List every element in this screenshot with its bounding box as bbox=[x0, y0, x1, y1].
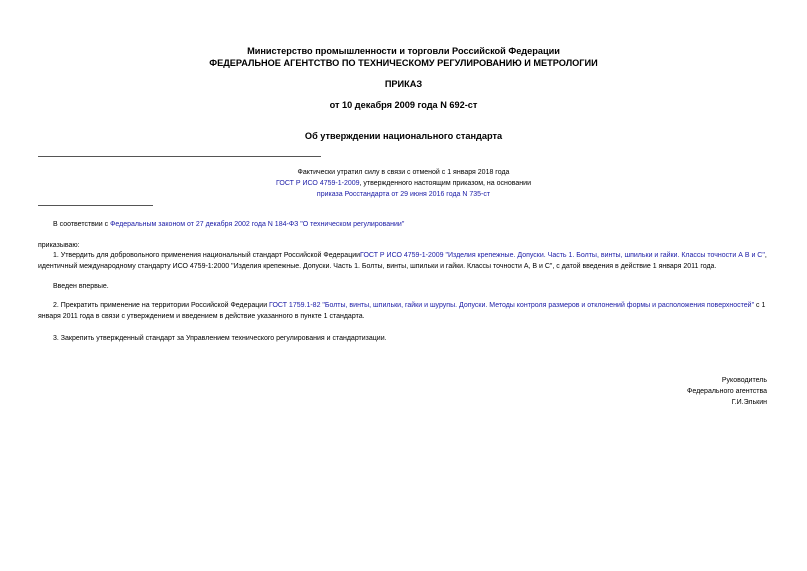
doc-type-heading: ПРИКАЗ bbox=[384, 79, 423, 89]
item2-paragraph bbox=[38, 300, 773, 322]
item3-paragraph: 3. Закрепить утвержденный стандарт за Управлением технического регулирования и стандартизации. bbox=[53, 335, 387, 342]
agency-heading: ФЕДЕРАЛЬНОЕ АГЕНТСТВО ПО ТЕХНИЧЕСКОМУ РЕГУЛИРОВАНИЮ И МЕТРОЛОГИИ bbox=[209, 58, 598, 68]
separator-top bbox=[38, 156, 321, 157]
item2-text: 2. Прекратить применение на территории Российской Федерации bbox=[53, 302, 270, 309]
status-note-order-link[interactable]: приказа Росстандарта от 29 июня 2016 года N 735-ст bbox=[316, 191, 491, 198]
item1-paragraph bbox=[38, 250, 773, 272]
gost-1759-link[interactable]: ГОСТ 1759.1-82 "Болты, винты, шпильки, гайки и шурупы. Допуски. Методы контроля размеров и отклонений формы и расположения поверхностей" bbox=[269, 302, 755, 309]
status-note-gost-link[interactable]: ГОСТ Р ИСО 4759-1-2009 bbox=[276, 180, 360, 187]
gost-4759-link[interactable]: ГОСТ Р ИСО 4759-1-2009 "Изделия крепежные. Допуски. Часть 1. Болты, винты, шпильки и гайки. Классы точности А В и С" bbox=[360, 252, 765, 259]
item1-text: 1. Утвердить для добровольного применения национальный стандарт Российской Федерации bbox=[53, 252, 361, 259]
federal-law-link[interactable]: Федеральным законом от 27 декабря 2002 года N 184-ФЗ "О техническом регулировании" bbox=[110, 221, 405, 228]
preamble-text: В соответствии с bbox=[53, 221, 111, 228]
status-note-line1: Фактически утратил силу в связи с отменой с 1 января 2018 года bbox=[297, 169, 510, 176]
status-note-line3 bbox=[0, 189, 807, 201]
ministry-heading: Министерство промышленности и торговли Российской Федерации bbox=[247, 46, 560, 56]
signature-title1: Руководитель bbox=[721, 377, 767, 384]
item1-tail: , идентичный международному стандарту ИСО 4759-1:2000 "Изделия крепежные. Допуски. Часть 1. Болты, винты, шпильки и гайки. Классы точности А, В и С", с датой введения в действие 1 января 2011 года. bbox=[38, 252, 767, 270]
item1-note: Введен впервые. bbox=[53, 283, 109, 290]
order-word: приказываю: bbox=[38, 242, 80, 249]
preamble-paragraph bbox=[53, 219, 773, 230]
signature-name: Г.И.Элькин bbox=[731, 399, 767, 406]
item2-tail: с 1 января 2011 года в связи с утверждением и введением в действие указанного в пункте 1 стандарта. bbox=[38, 302, 766, 320]
date-number-heading: от 10 декабря 2009 года N 692-ст bbox=[329, 100, 478, 110]
separator-bottom bbox=[38, 205, 153, 206]
subject-heading: Об утверждении национального стандарта bbox=[304, 131, 503, 141]
signature-title2: Федерального агентства bbox=[687, 388, 767, 395]
status-note-line2-text: , утвержденного настоящим приказом, на основании bbox=[359, 180, 531, 187]
